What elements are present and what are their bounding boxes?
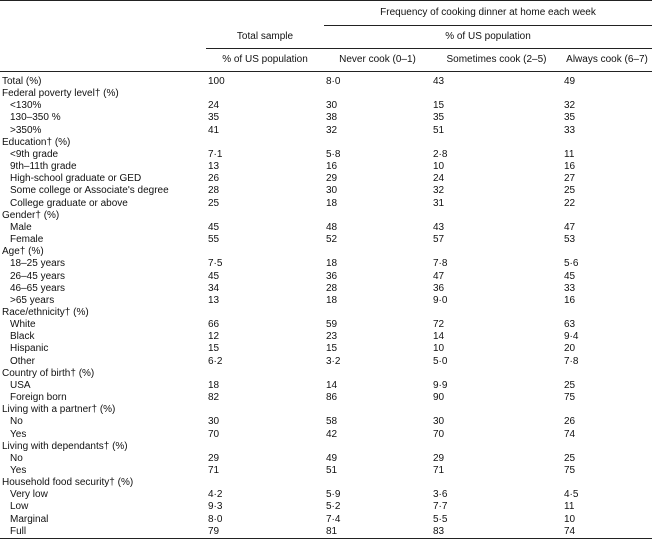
cell-always-cook: 45 [564, 270, 576, 282]
header-row-mid [0, 26, 652, 49]
cell-always-cook [562, 368, 652, 380]
table-row [0, 222, 652, 234]
cell-sometimes-cook [431, 307, 562, 319]
cell-never-cook: 3·2 [326, 355, 341, 367]
table-row [0, 380, 652, 392]
cell-sometimes-cook: 32 [433, 185, 445, 197]
cell-never-cook: 52 [326, 234, 338, 246]
row-label: Total (%) [2, 76, 42, 87]
cell-never-cook: 18 [326, 258, 338, 270]
row-label: 46–65 years [10, 282, 66, 294]
cell-total-sample: 45 [208, 270, 220, 282]
cell-never-cook [324, 88, 431, 100]
row-label: No [10, 416, 23, 428]
col-header-always-cook: Always cook (6–7) [562, 49, 652, 72]
row-label: Country of birth† (%) [2, 367, 95, 379]
category-header-row [0, 307, 652, 319]
row-label: Black [10, 331, 35, 343]
table-row [0, 112, 652, 124]
category-header-row [0, 368, 652, 380]
cell-total-sample: 18 [208, 379, 220, 391]
cell-sometimes-cook: 90 [433, 392, 445, 404]
cell-always-cook [562, 441, 652, 453]
cell-never-cook: 38 [326, 112, 338, 124]
row-label: Household food security† (%) [2, 477, 134, 489]
cell-never-cook: 81 [324, 526, 431, 539]
row-label: Race/ethnicity† (%) [2, 306, 89, 318]
row-label: Other [10, 355, 36, 367]
row-label: Yes [10, 465, 27, 476]
row-label: Low [10, 501, 29, 513]
table-row [0, 501, 652, 513]
cell-sometimes-cook [431, 210, 562, 222]
row-label: >350% [10, 124, 42, 136]
row-label: Female [10, 234, 44, 246]
cell-always-cook: 33 [564, 282, 576, 294]
cell-never-cook [324, 307, 431, 319]
table-header [0, 1, 652, 72]
cell-always-cook: 20 [564, 343, 576, 355]
cell-always-cook: 16 [564, 294, 576, 306]
cell-sometimes-cook: 70 [433, 428, 445, 440]
cell-always-cook: 33 [564, 124, 576, 136]
cell-always-cook [562, 88, 652, 100]
row-label: Gender† (%) [2, 209, 60, 221]
cell-always-cook: 35 [564, 112, 576, 124]
row-label: <130% [10, 100, 42, 112]
cell-total-sample [206, 246, 324, 258]
table-row [0, 161, 652, 173]
cell-always-cook: 25 [564, 452, 576, 464]
cell-sometimes-cook: 15 [433, 100, 445, 112]
cell-always-cook: 25 [564, 379, 576, 391]
category-header-row [0, 210, 652, 222]
cell-always-cook: 11 [564, 501, 575, 513]
cell-never-cook: 59 [326, 319, 338, 331]
table-body [0, 72, 652, 539]
cell-never-cook: 16 [326, 161, 338, 173]
row-label: Marginal [10, 513, 49, 525]
cell-never-cook: 36 [326, 270, 338, 282]
row-label: Living with a partner† (%) [2, 404, 116, 416]
row-label: High-school graduate or GED [10, 173, 142, 185]
cell-always-cook: 26 [564, 416, 576, 428]
table-row [0, 185, 652, 197]
cell-total-sample: 28 [208, 185, 220, 197]
cell-sometimes-cook: 43 [433, 76, 445, 87]
cell-never-cook: 14 [326, 379, 338, 391]
row-label: White [10, 319, 36, 331]
cell-total-sample: 29 [208, 452, 220, 464]
table-row [0, 295, 652, 307]
row-label: Education† (%) [2, 136, 71, 148]
header-empty-cell [0, 26, 206, 49]
table-row [0, 465, 652, 477]
cell-total-sample: 34 [208, 282, 220, 294]
cell-sometimes-cook: 5·0 [433, 355, 448, 367]
cell-total-sample [206, 137, 324, 149]
cell-total-sample [206, 477, 324, 489]
row-label: >65 years [10, 294, 55, 306]
col-header-total-pct: % of US population [206, 49, 324, 72]
cell-total-sample: 24 [208, 100, 220, 112]
header-empty-cell [206, 1, 324, 26]
table-row [0, 173, 652, 185]
cell-sometimes-cook: 7·8 [433, 258, 448, 270]
cell-sometimes-cook: 30 [433, 416, 445, 428]
table-row [0, 526, 652, 539]
cell-total-sample [206, 404, 324, 416]
cell-always-cook [562, 307, 652, 319]
row-label: <9th grade [10, 148, 59, 160]
cell-total-sample: 82 [208, 392, 220, 404]
cell-sometimes-cook: 14 [433, 331, 445, 343]
cell-always-cook: 74 [564, 428, 576, 440]
table-row [0, 125, 652, 137]
header-empty-cell [0, 1, 206, 26]
category-header-row [0, 246, 652, 258]
cell-never-cook: 51 [326, 465, 338, 476]
cell-total-sample: 66 [208, 319, 220, 331]
row-label: 26–45 years [10, 270, 66, 282]
cell-never-cook [324, 368, 431, 380]
total-sample-header: Total sample [206, 26, 324, 49]
cell-sometimes-cook: 57 [433, 234, 445, 246]
cell-total-sample [206, 210, 324, 222]
cell-always-cook: 16 [564, 161, 576, 173]
cell-always-cook [562, 137, 652, 149]
cell-sometimes-cook: 9·9 [433, 379, 448, 391]
cell-always-cook [562, 246, 652, 258]
cell-sometimes-cook: 7·7 [433, 501, 448, 513]
header-row-top [0, 1, 652, 26]
cell-never-cook [324, 441, 431, 453]
cell-never-cook [324, 210, 431, 222]
cell-total-sample: 79 [206, 526, 324, 539]
table-row [0, 356, 652, 368]
cell-total-sample: 6·2 [208, 355, 223, 367]
row-label: College graduate or above [10, 197, 128, 209]
cell-never-cook [324, 137, 431, 149]
cell-sometimes-cook: 31 [433, 197, 445, 209]
cell-sometimes-cook: 36 [433, 282, 445, 294]
row-label: Foreign born [10, 392, 67, 404]
cell-total-sample: 15 [208, 343, 220, 355]
cell-always-cook: 25 [564, 185, 576, 197]
cell-never-cook: 5·2 [326, 501, 341, 513]
table-row [0, 489, 652, 501]
cell-total-sample [206, 88, 324, 100]
cell-always-cook: 53 [564, 234, 576, 246]
cell-total-sample: 70 [208, 428, 220, 440]
cell-never-cook: 28 [326, 282, 338, 294]
cell-never-cook: 8·0 [326, 76, 341, 87]
cell-total-sample: 26 [208, 173, 220, 185]
cell-total-sample: 13 [208, 294, 220, 306]
cell-sometimes-cook: 71 [433, 465, 445, 476]
cell-total-sample [206, 368, 324, 380]
row-label: No [10, 452, 23, 464]
cell-never-cook: 5·9 [326, 489, 341, 501]
row-label: 130–350 % [10, 112, 61, 124]
cell-never-cook: 30 [326, 100, 338, 112]
cell-total-sample: 30 [208, 416, 220, 428]
cell-never-cook: 5·8 [326, 148, 341, 160]
cell-sometimes-cook: 83 [431, 526, 562, 539]
cell-never-cook: 42 [326, 428, 338, 440]
cell-never-cook: 29 [326, 173, 338, 185]
cell-never-cook: 58 [326, 416, 338, 428]
cell-never-cook: 86 [326, 392, 338, 404]
cell-sometimes-cook [431, 368, 562, 380]
cell-sometimes-cook [431, 246, 562, 258]
category-header-row [0, 88, 652, 100]
row-label: Male [10, 221, 32, 233]
table-row [0, 416, 652, 428]
cell-sometimes-cook: 2·8 [433, 148, 448, 160]
cell-total-sample: 35 [208, 112, 220, 124]
table-row [0, 198, 652, 210]
cell-sometimes-cook: 29 [433, 452, 445, 464]
cell-sometimes-cook: 72 [433, 319, 445, 331]
category-header-row [0, 441, 652, 453]
cell-sometimes-cook: 24 [433, 173, 445, 185]
table-row [0, 453, 652, 465]
cell-total-sample: 7·1 [208, 148, 223, 160]
cell-total-sample: 25 [208, 197, 220, 209]
table-row [0, 258, 652, 270]
cell-always-cook: 9·4 [564, 331, 579, 343]
row-label: USA [10, 379, 31, 391]
cell-total-sample: 100 [208, 76, 225, 87]
category-header-row [0, 137, 652, 149]
cell-never-cook [324, 477, 431, 489]
cell-sometimes-cook [431, 88, 562, 100]
table-row [0, 149, 652, 161]
header-empty-cell [0, 49, 206, 72]
table-row [0, 514, 652, 526]
cell-always-cook: 47 [564, 221, 576, 233]
row-label: Age† (%) [2, 246, 44, 258]
row-label: 9th–11th grade [10, 161, 77, 173]
cell-sometimes-cook: 51 [433, 124, 445, 136]
cell-never-cook: 32 [326, 124, 338, 136]
row-label: Federal poverty level† (%) [2, 88, 119, 100]
cell-sometimes-cook [431, 137, 562, 149]
cell-never-cook [324, 404, 431, 416]
cell-never-cook: 30 [326, 185, 338, 197]
cell-sometimes-cook [431, 441, 562, 453]
category-header-row [0, 404, 652, 416]
cell-always-cook: 22 [564, 197, 576, 209]
table-row [0, 72, 652, 89]
row-label: Full [0, 526, 206, 539]
cell-total-sample: 4·2 [208, 489, 223, 501]
cell-total-sample: 41 [208, 124, 220, 136]
cell-always-cook: 11 [564, 148, 575, 160]
cell-never-cook: 18 [326, 294, 338, 306]
cell-never-cook: 49 [326, 452, 338, 464]
table-row [0, 100, 652, 112]
cell-always-cook: 27 [564, 173, 576, 185]
cell-total-sample: 13 [208, 161, 220, 173]
cell-total-sample: 71 [208, 465, 220, 476]
cell-always-cook: 75 [564, 392, 576, 404]
frequency-group-title: Frequency of cooking dinner at home each week [324, 1, 652, 26]
col-header-sometimes-cook: Sometimes cook (2–5) [431, 49, 562, 72]
cell-always-cook [562, 477, 652, 489]
cell-always-cook: 7·8 [564, 355, 579, 367]
category-header-row [0, 477, 652, 489]
table-row [0, 271, 652, 283]
table-row [0, 331, 652, 343]
cell-total-sample: 55 [208, 234, 220, 246]
table-row [0, 429, 652, 441]
cell-always-cook: 49 [564, 76, 576, 87]
cell-always-cook [562, 404, 652, 416]
cell-total-sample: 7·5 [208, 258, 223, 270]
table-row [0, 392, 652, 404]
cell-total-sample: 9·3 [208, 501, 223, 513]
cell-sometimes-cook: 9·0 [433, 294, 448, 306]
cell-sometimes-cook: 10 [433, 161, 445, 173]
cell-sometimes-cook: 5·5 [433, 513, 448, 525]
cell-sometimes-cook: 10 [433, 343, 445, 355]
cell-sometimes-cook [431, 404, 562, 416]
col-header-never-cook: Never cook (0–1) [324, 49, 431, 72]
table-row [0, 234, 652, 246]
row-label: Hispanic [10, 343, 49, 355]
cell-always-cook: 10 [564, 513, 576, 525]
cell-always-cook: 4·5 [564, 489, 579, 501]
cell-total-sample [206, 307, 324, 319]
cell-always-cook [562, 210, 652, 222]
cell-never-cook: 18 [326, 197, 338, 209]
row-label: 18–25 years [10, 258, 66, 270]
row-label: Yes [10, 428, 27, 440]
cell-never-cook: 23 [326, 331, 338, 343]
pct-us-population-group-header: % of US population [324, 26, 652, 49]
header-row-columns [0, 49, 652, 72]
cell-always-cook: 75 [564, 465, 576, 476]
cell-sometimes-cook: 35 [433, 112, 445, 124]
cell-never-cook: 48 [326, 221, 338, 233]
row-label: Very low [10, 489, 48, 501]
cell-total-sample: 45 [208, 221, 220, 233]
cell-sometimes-cook: 43 [433, 221, 445, 233]
table-row [0, 319, 652, 331]
cell-always-cook: 5·6 [564, 258, 579, 270]
cell-never-cook [324, 246, 431, 258]
cell-sometimes-cook [431, 477, 562, 489]
cell-sometimes-cook: 47 [433, 270, 445, 282]
cell-always-cook: 74 [562, 526, 652, 539]
cell-sometimes-cook: 3·6 [433, 489, 448, 501]
cell-total-sample: 12 [208, 331, 220, 343]
cell-total-sample: 8·0 [208, 513, 223, 525]
cell-always-cook: 32 [564, 100, 576, 112]
table-row [0, 283, 652, 295]
row-label: Living with dependants† (%) [2, 440, 128, 452]
cell-always-cook: 63 [564, 319, 576, 331]
cell-never-cook: 15 [326, 343, 338, 355]
cell-never-cook: 7·4 [326, 513, 341, 525]
table-row [0, 343, 652, 355]
row-label: Some college or Associate's degree [10, 185, 169, 197]
cell-total-sample [206, 441, 324, 453]
